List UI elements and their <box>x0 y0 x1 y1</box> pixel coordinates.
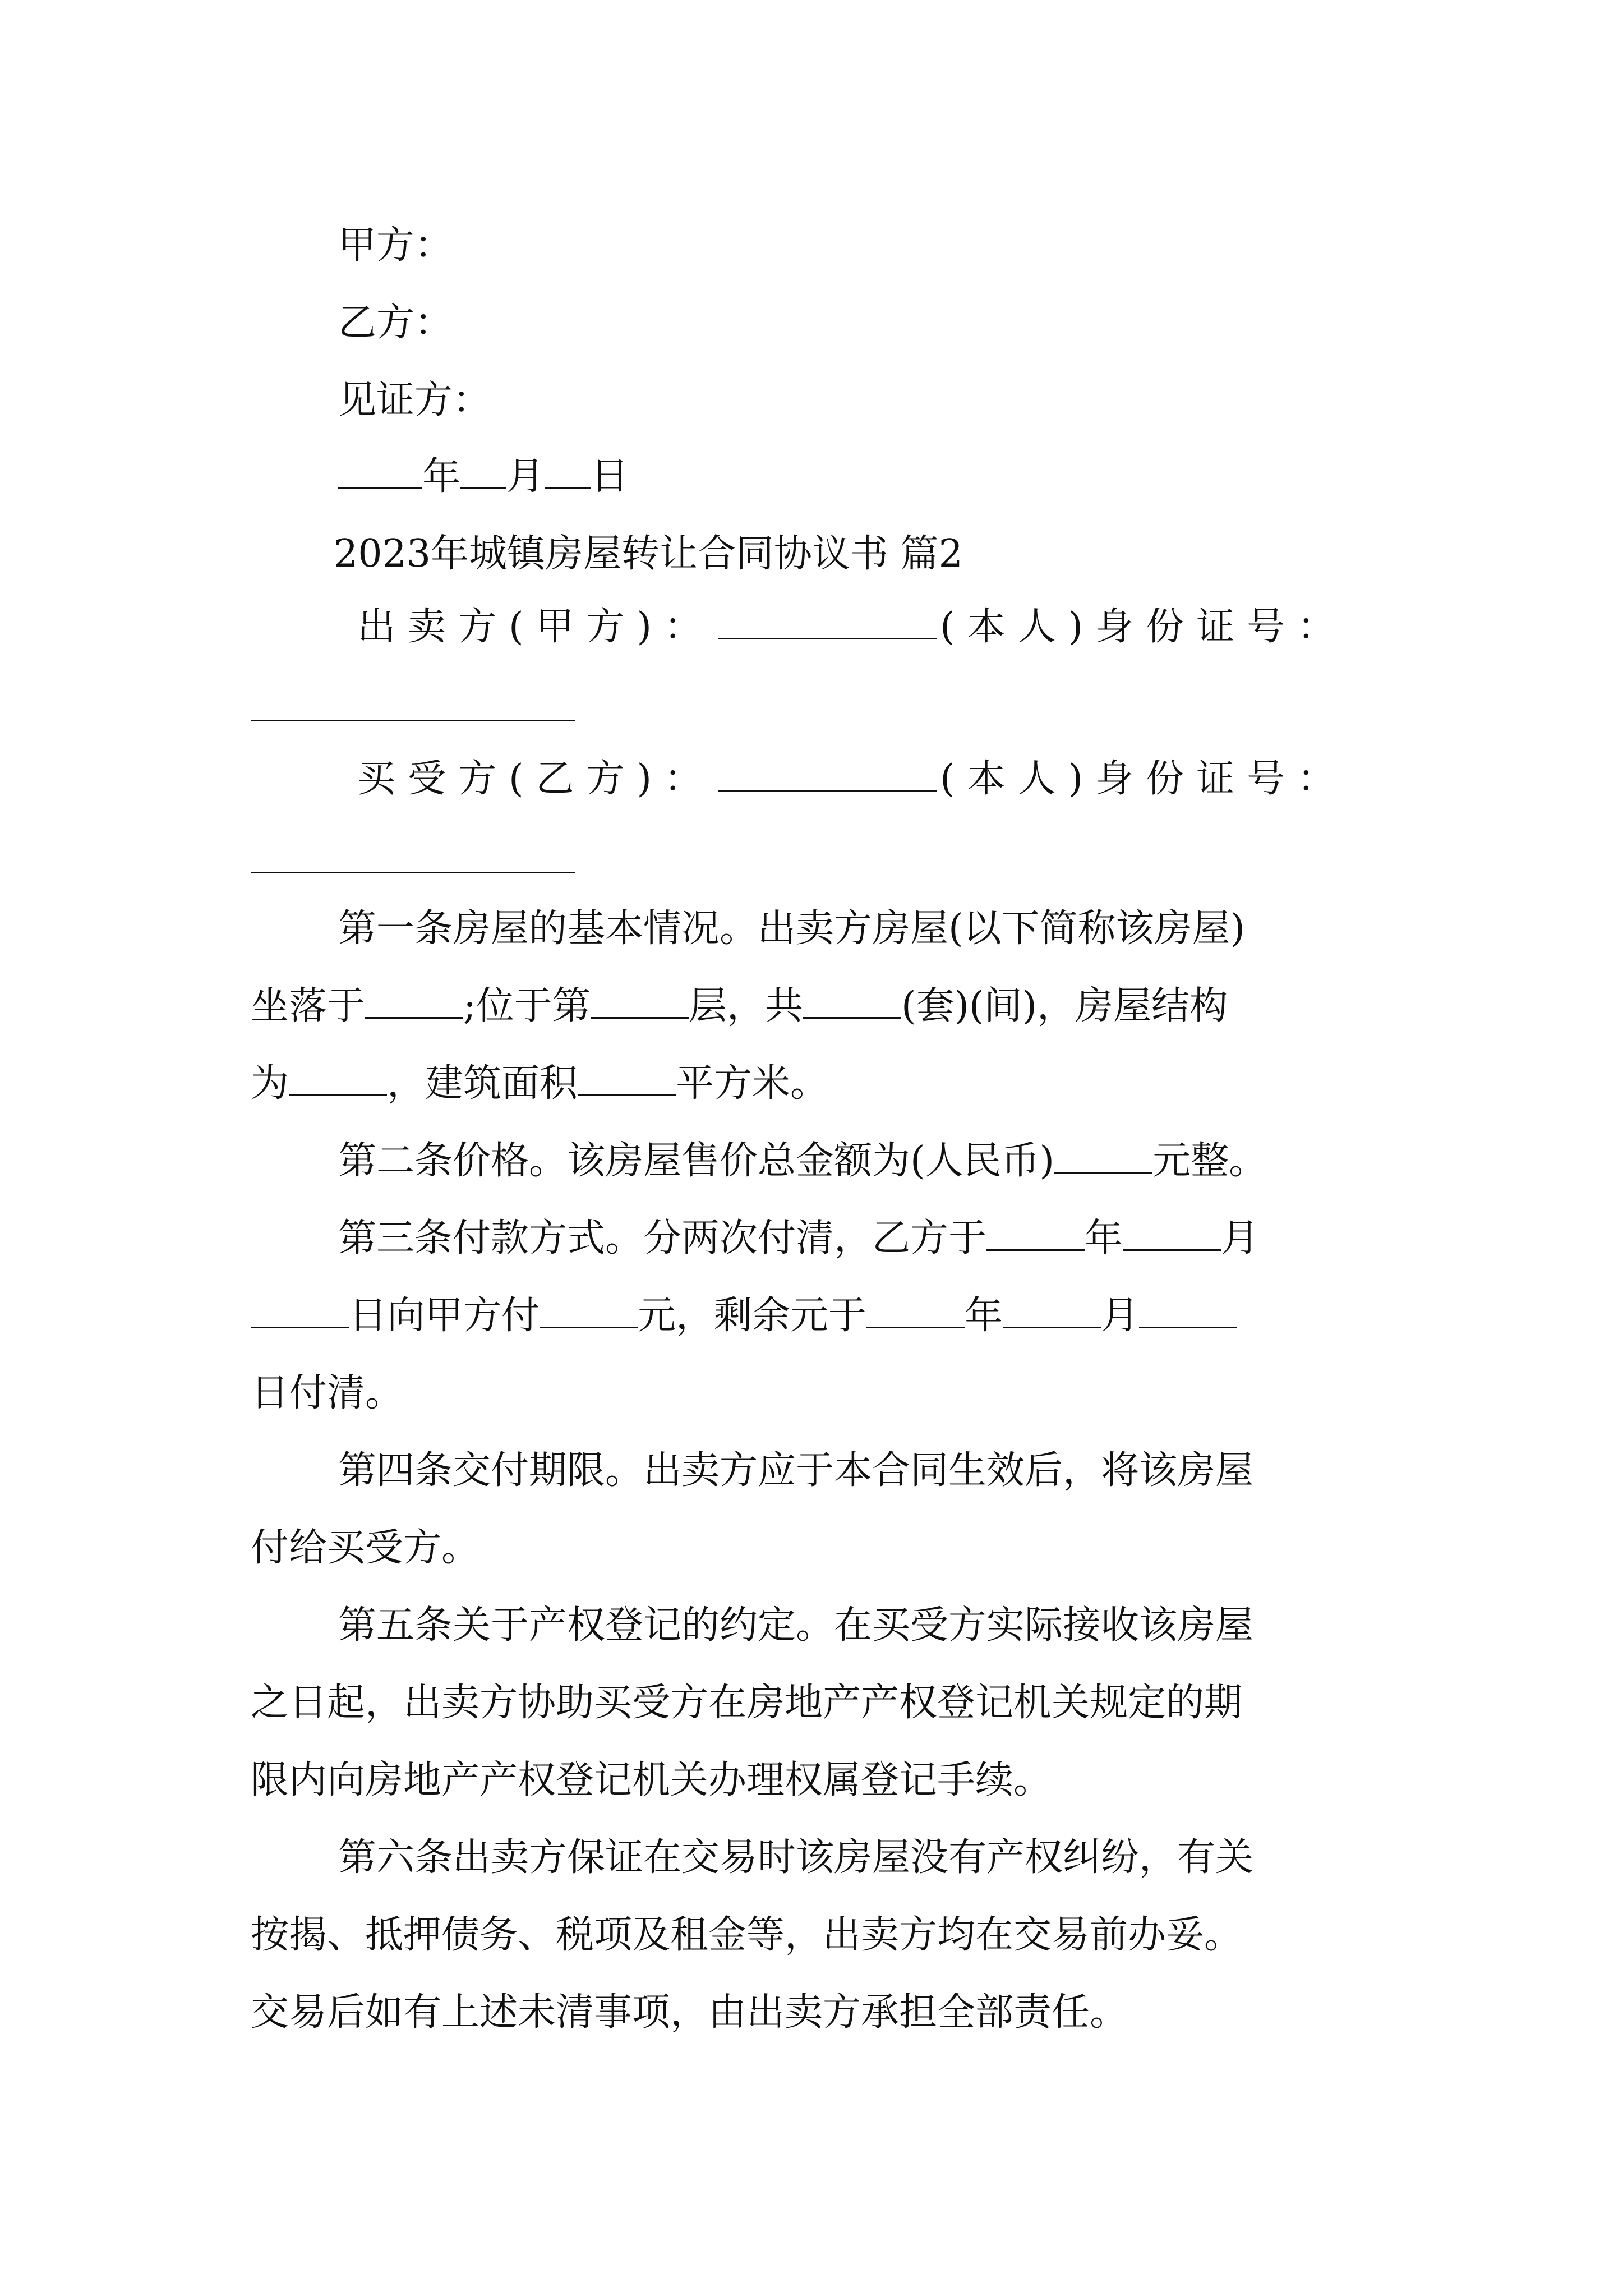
article6-line2: 按揭、抵押债务、税项及租金等，出卖方均在交易前办妥。 <box>251 1913 1243 1957</box>
price-blank <box>1054 1139 1152 1174</box>
pay1-day-blank <box>251 1294 349 1328</box>
seller-id-blank <box>251 720 575 721</box>
buyer-label: 买受方(乙方)： <box>357 757 715 801</box>
article1-text-e: 为 <box>251 1061 289 1106</box>
article3-text-d: 日向甲方付 <box>349 1294 540 1338</box>
article1-line3 <box>251 1059 828 1108</box>
article1-text-d: (套)(间)，房屋结构 <box>901 984 1228 1028</box>
unit-count-blank <box>803 984 901 1019</box>
article3-line2 <box>251 1291 1237 1341</box>
year-blank <box>338 455 422 489</box>
area-blank <box>578 1062 676 1096</box>
article6-line3: 交易后如有上述未清事项，由出卖方承担全部责任。 <box>251 1990 1128 2035</box>
article1-text-f: ，建筑面积 <box>387 1061 578 1106</box>
article5-line1: 第五条关于产权登记的约定。在买受方实际接收该房屋 <box>338 1603 1254 1648</box>
seller-name-blank <box>718 605 937 639</box>
day-text: 日 <box>591 454 629 499</box>
article3-line1 <box>338 1214 1259 1263</box>
location-blank <box>365 984 463 1019</box>
pay1-month-blank <box>1123 1217 1221 1251</box>
buyer-name-blank <box>718 757 937 792</box>
witness-label: 见证方： <box>338 378 491 422</box>
article5-line2: 之日起，出卖方协助买受方在房地产产权登记机关规定的期 <box>251 1681 1243 1725</box>
article3-line3: 日付清。 <box>251 1371 404 1415</box>
pay1-year-blank <box>986 1217 1085 1251</box>
article1-text-g: 平方米。 <box>676 1061 829 1106</box>
article2-text-a: 第二条价格。该房屋售价总金额为(人民币) <box>338 1139 1055 1183</box>
pay2-day-blank <box>1139 1294 1237 1328</box>
article3-text-f: 年 <box>965 1294 1003 1338</box>
article3-text-a: 第三条付款方式。分两次付清，乙方于 <box>338 1216 987 1260</box>
article2-line1 <box>338 1137 1267 1186</box>
seller-line <box>357 602 1348 652</box>
article1-text-a: 坐落于 <box>251 984 366 1028</box>
article3-text-e: 元，剩余元于 <box>638 1294 867 1338</box>
seller-id-label: (本人)身份证号： <box>940 605 1348 649</box>
structure-blank <box>289 1062 387 1096</box>
article2-text-b: 元整。 <box>1152 1139 1267 1183</box>
article1-line1: 第一条房屋的基本情况。出卖方房屋(以下简称该房屋) <box>338 907 1246 951</box>
article1-line2 <box>251 982 1228 1031</box>
article1-text-b: ;位于第 <box>463 984 591 1028</box>
section-title: 2023年城镇房屋转让合同协议书 篇2 <box>334 532 963 576</box>
buyer-id-label: (本人)身份证号： <box>940 757 1348 801</box>
year-text: 年 <box>422 454 461 499</box>
buyer-line <box>357 754 1348 804</box>
party-b-label: 乙方： <box>338 301 453 345</box>
article6-line1: 第六条出卖方保证在交易时该房屋没有产权纠纷，有关 <box>338 1835 1254 1880</box>
article1-text-c: 层，共 <box>688 984 803 1028</box>
date-line <box>338 452 629 501</box>
pay1-amount-blank <box>540 1294 638 1328</box>
pay2-month-blank <box>1003 1294 1101 1328</box>
article3-text-g: 月 <box>1101 1294 1140 1338</box>
month-text: 月 <box>506 454 545 499</box>
month-blank <box>460 455 506 489</box>
article5-line3: 限内向房地产产权登记机关办理权属登记手续。 <box>251 1758 1052 1802</box>
article3-text-b: 年 <box>1085 1216 1123 1260</box>
pay2-year-blank <box>866 1294 965 1328</box>
day-blank <box>545 455 591 489</box>
article4-line2: 付给买受方。 <box>251 1526 480 1570</box>
buyer-id-blank <box>251 872 575 873</box>
article3-text-c: 月 <box>1221 1216 1260 1260</box>
party-a-label: 甲方： <box>338 223 453 268</box>
floor-blank <box>591 984 689 1019</box>
seller-label: 出卖方(甲方)： <box>357 605 715 649</box>
article4-line1: 第四条交付期限。出卖方应于本合同生效后，将该房屋 <box>338 1448 1254 1493</box>
